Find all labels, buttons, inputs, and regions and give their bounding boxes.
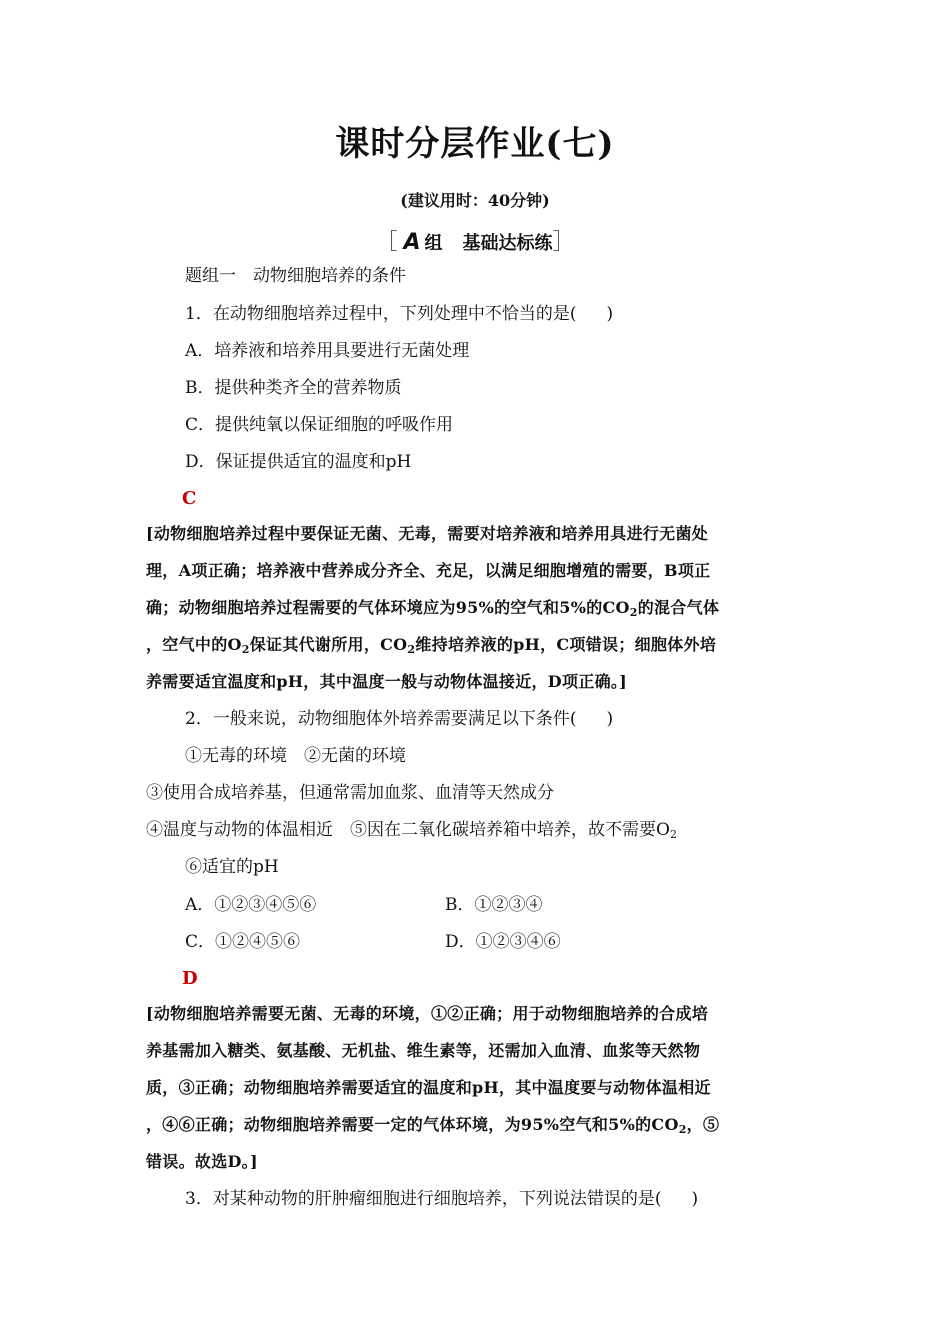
q1-explanation-line-5: 养需要适宜温度和pH，其中温度一般与动物体温接近，D项正确。] [146,672,628,691]
group-letter: A [403,230,421,255]
question-2-stem: 2．一般来说，动物细胞体外培养需要满足以下条件( ) [185,709,614,729]
group-heading [0,225,950,256]
q1-answer: C [182,488,197,509]
q2-option-d: D．①②③④⑥ [445,932,561,952]
q1-option-c: C．提供纯氧以保证细胞的呼吸作用 [185,415,454,435]
q2-explanation-line-5: 错误。故选D。] [146,1152,258,1171]
q1-explanation-line-4: ，空气中的$O_2$保证其代谢所用，$CO_2$维持培养液的pH，C项错误；细胞体外培 [146,635,717,656]
q2-explanation-line-3: 质，③正确；动物细胞培养需要适宜的温度和pH，其中温度要与动物体温相近 [146,1078,711,1097]
q2-explanation-line-4: ，④⑥正确；动物细胞培养需要一定的气体环境，为95%空气和5%的$CO_2$，⑤ [146,1115,720,1136]
q1-explanation-line-2: 理，A项正确；培养液中营养成分齐全、充足，以满足细胞增殖的需要，B项正 [146,561,711,580]
q2-option-b: B．①②③④ [445,895,543,915]
q1-explanation-line-3: 确；动物细胞培养过程需要的气体环境应为95%的空气和5%的$CO_2$的混合气体 [146,598,720,619]
q1-explanation-line-1: [动物细胞培养过程中要保证无菌、无毒，需要对培养液和培养用具进行无菌处 [146,524,709,543]
question-1-stem: 1．在动物细胞培养过程中，下列处理中不恰当的是( ) [185,304,614,324]
group-label: 组 [424,233,443,254]
q1-option-b: B．提供种类齐全的营养物质 [185,378,402,398]
q2-item-3: ③使用合成培养基，但通常需加血浆、血清等天然成分 [146,783,554,803]
q2-answer: D [182,968,198,989]
q2-item-4-5: ④温度与动物的体温相近 ⑤因在二氧化碳培养箱中培养，故不需要$O_2$ [146,820,677,841]
q2-option-c: C．①②④⑤⑥ [185,932,301,952]
group-name: 基础达标练 [462,233,553,254]
q2-explanation-line-2: 养基需加入糖类、氨基酸、无机盐、维生素等，还需加入血清、血浆等天然物 [146,1041,701,1060]
right-bracket-icon: ］ [552,230,575,255]
q2-explanation-line-1: [动物细胞培养需要无菌、无毒的环境，①②正确；用于动物细胞培养的合成培 [146,1004,709,1023]
q2-item-6: ⑥适宜的pH [185,857,279,877]
page-title: 课时分层作业(七) [335,124,615,164]
suggested-time: (建议用时：40分钟) [400,191,550,210]
q1-option-d: D．保证提供适宜的温度和pH [185,452,412,472]
q2-item-1-2: ①无毒的环境 ②无菌的环境 [185,746,406,766]
topic-heading: 题组一 动物细胞培养的条件 [185,266,406,286]
q1-option-a: A．培养液和培养用具要进行无菌处理 [185,341,470,361]
question-3-stem: 3．对某种动物的肝肿瘤细胞进行细胞培养，下列说法错误的是( ) [185,1189,699,1209]
q2-option-a: A．①②③④⑤⑥ [185,895,317,915]
left-bracket-icon: ［ [375,230,398,255]
